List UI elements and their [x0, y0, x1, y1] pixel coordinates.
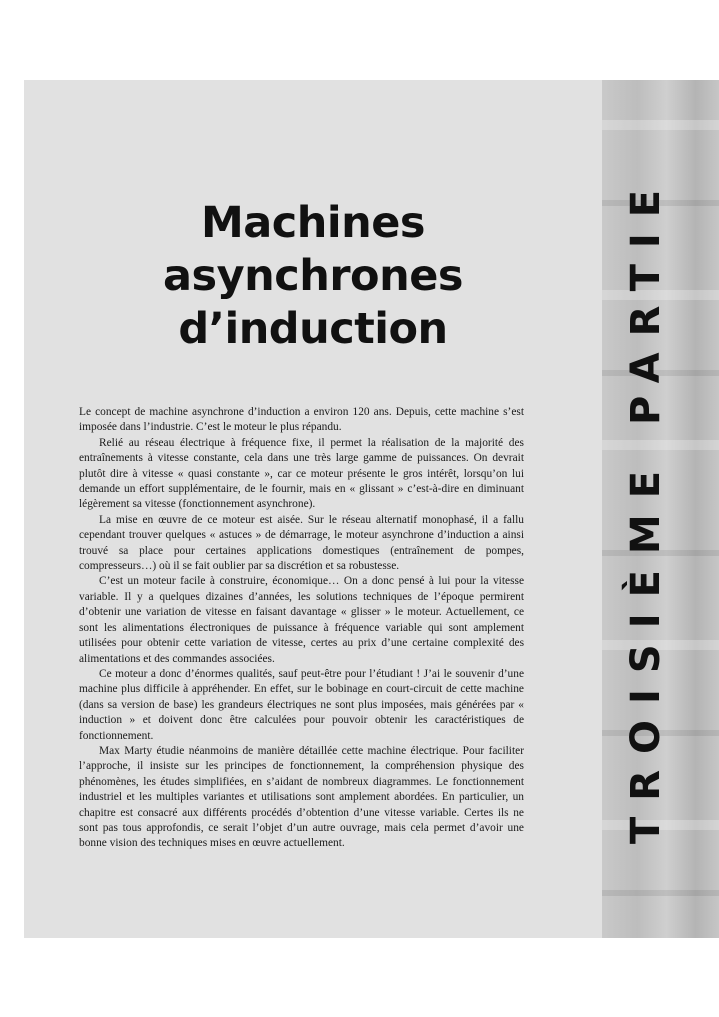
body-text	[79, 405, 524, 852]
paragraph: Max Marty étudie néanmoins de manière détaillée cette machine électrique. Pour faciliter l’approche, il insiste sur les principes de fonctionnement, la compréhension physique des phénomènes, les études simplifiées, en s’aidant de nombreux diagrammes. Le fonctionnement industriel et les multiples variantes et utilisations sont amplement abordées. En particulier, un chapitre est consacré aux différents procédés d’obtention d’une vitesse variable. Certes ils ne sont pas tous approfondis, ce serait l’objet d’un autre ouvrage, mais cela permet d’avoir une bonne vision des techniques mises en œuvre actuellement.	[79, 744, 524, 850]
paragraph: Le concept de machine asynchrone d’induction a environ 120 ans. Depuis, cette machine s’est imposée dans l’industrie. C’est le moteur le plus répandu.	[79, 406, 524, 434]
paragraph: Relié au réseau électrique à fréquence fixe, il permet la réalisation de la majorité des entraînements à vitesse constante, cela dans une très large gamme de puissances. On devrait plutôt dire à vitesse « quasi constante », car ce moteur présente le gros intérêt, lorsqu’on lui demande un effort supplémentaire, de le fournir, mais en « glissant » c’est-à-dire en diminuant légèrement sa vitesse (fonctionnement asynchrone).	[79, 436, 524, 511]
part-label-container	[610, 88, 682, 930]
page-title	[24, 197, 602, 356]
title-line-2: asynchrones	[163, 251, 463, 301]
paragraph: La mise en œuvre de ce moteur est aisée. Sur le réseau alternatif monophasé, il a fallu cependant trouver quelques « astuces » de démarrage, le moteur asynchrone d’induction a ainsi trouvé sa place pour certaines applications domestiques (entraînement de pompes, compresseurs…) où il se fait oublier par sa discrétion et sa robustesse.	[79, 513, 524, 573]
title-line-1: Machines	[200, 198, 426, 248]
part-label: TROISIÈME PARTIE	[623, 173, 670, 845]
title-line-3: d’induction	[178, 304, 448, 354]
paragraph: C’est un moteur facile à construire, économique… On a donc pensé à lui pour la vitesse variable. Il y a quelques dizaines d’années, les solutions techniques de l’époque permirent d’obtenir une variation de vitesse en faisant davantage « glisser » le moteur. Actuellement, ce sont les alimentations électroniques de puissance à fréquence variable qui sont amplement utilisées pour obtenir cette variation de vitesse, certes au prix d’une certaine complexité des alimentations et des commandes associées.	[79, 575, 524, 665]
paragraph: Ce moteur a donc d’énormes qualités, sauf peut-être pour l’étudiant ! J’ai le souvenir d’une machine plus difficile à appréhender. En effet, sur le bobinage en court-circuit de cette machine (dans sa version de base) les grandeurs électriques ne sont plus imposées, mais générées par « induction » et doivent donc être calculées pour pouvoir obtenir les caractéristiques de fonctionnement.	[79, 667, 524, 742]
